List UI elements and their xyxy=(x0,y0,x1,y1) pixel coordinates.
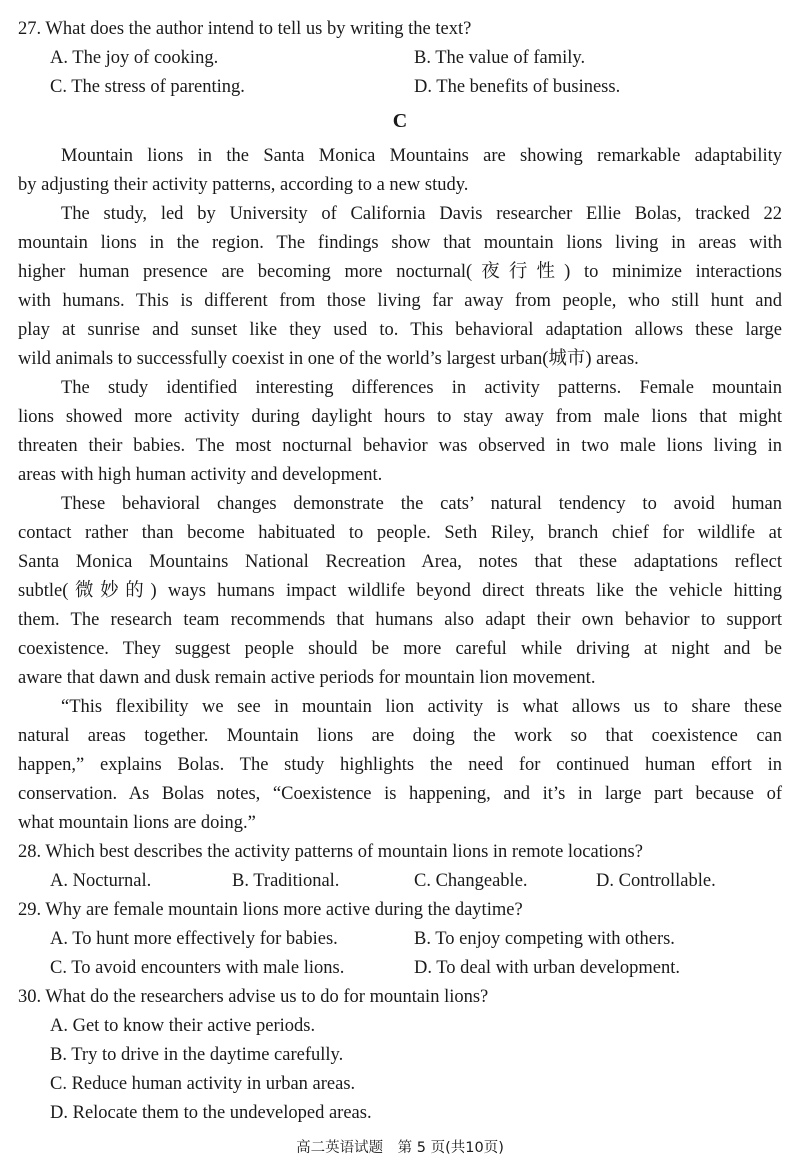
q28-option-d: D. Controllable. xyxy=(596,871,716,891)
passage-line: The study identified interesting differences in activity patterns. Female mountain xyxy=(61,378,782,398)
passage-line: “This flexibility we see in mountain lion activity is what allows us to share these xyxy=(61,697,782,717)
passage-line: coexistence. They suggest people should be more careful while driving at night and be xyxy=(18,639,782,659)
passage-line: threaten their babies. The most nocturnal behavior was observed in two male lions living in xyxy=(18,436,782,456)
section-heading: C xyxy=(392,110,408,132)
q27-option-c: C. The stress of parenting. xyxy=(50,77,245,97)
passage-line: contact rather than become habituated to people. Seth Riley, branch chief for wildlife at xyxy=(18,523,782,543)
q27-option-b: B. The value of family. xyxy=(414,48,586,68)
passage-line: These behavioral changes demonstrate the cats’ natural tendency to avoid human xyxy=(61,494,782,514)
passage-line: The study, led by University of California Davis researcher Ellie Bolas, tracked 22 xyxy=(61,204,782,224)
passage-line: areas with high human activity and development. xyxy=(18,465,383,485)
q30-option-d: D. Relocate them to the undeveloped areas. xyxy=(50,1103,372,1123)
passage-line: with humans. This is different from those living far away from people, who still hunt and xyxy=(18,291,782,311)
q27-option-d: D. The benefits of business. xyxy=(414,77,621,97)
q28-stem: 28. Which best describes the activity patterns of mountain lions in remote locations? xyxy=(18,842,643,862)
q30-stem: 30. What do the researchers advise us to do for mountain lions? xyxy=(18,987,489,1007)
passage-line: higher human presence are becoming more nocturnal(夜行性) to minimize interactions xyxy=(18,262,782,282)
passage-line: play at sunrise and sunset like they used to. This behavioral adaptation allows these large xyxy=(18,320,782,340)
passage-line: natural areas together. Mountain lions are doing the work so that coexistence can xyxy=(18,726,782,746)
passage-line: by adjusting their activity patterns, according to a new study. xyxy=(18,175,469,195)
q28-option-b: B. Traditional. xyxy=(232,871,340,891)
passage-line: aware that dawn and dusk remain active periods for mountain lion movement. xyxy=(18,668,596,688)
q29-option-b: B. To enjoy competing with others. xyxy=(414,929,675,949)
page-footer: 高二英语试题 第 5 页(共10页) xyxy=(296,1140,504,1156)
passage-line: conservation. As Bolas notes, “Coexistence is happening, and it’s in large part because of xyxy=(18,784,782,804)
passage-line: subtle(微妙的) ways humans impact wildlife beyond direct threats like the vehicle hitting xyxy=(18,581,782,601)
q27-stem: 27. What does the author intend to tell us by writing the text? xyxy=(18,19,472,39)
q29-option-d: D. To deal with urban development. xyxy=(414,958,681,978)
passage-line: happen,” explains Bolas. The study highlights the need for continued human effort in xyxy=(18,755,782,775)
passage-line: Mountain lions in the Santa Monica Mountains are showing remarkable adaptability xyxy=(61,146,782,166)
passage-line: mountain lions in the region. The findings show that mountain lions living in areas with xyxy=(18,233,782,253)
q29-stem: 29. Why are female mountain lions more active during the daytime? xyxy=(18,900,523,920)
q28-option-c: C. Changeable. xyxy=(414,871,528,891)
passage-line: Santa Monica Mountains National Recreation Area, notes that these adaptations reflect xyxy=(18,552,782,572)
q28-option-a: A. Nocturnal. xyxy=(50,871,152,891)
passage-line: them. The research team recommends that humans also adapt their own behavior to support xyxy=(18,610,782,630)
q30-option-a: A. Get to know their active periods. xyxy=(50,1016,316,1036)
passage-line: lions showed more activity during daylight hours to stay away from male lions that might xyxy=(18,407,782,427)
q29-option-a: A. To hunt more effectively for babies. xyxy=(50,929,338,949)
q29-option-c: C. To avoid encounters with male lions. xyxy=(50,958,345,978)
q30-option-b: B. Try to drive in the daytime carefully. xyxy=(50,1045,344,1065)
passage-line: wild animals to successfully coexist in one of the world’s largest urban(城市) areas. xyxy=(18,349,639,369)
passage-line: what mountain lions are doing.” xyxy=(18,813,256,833)
q27-option-a: A. The joy of cooking. xyxy=(50,48,219,68)
q30-option-c: C. Reduce human activity in urban areas. xyxy=(50,1074,356,1094)
